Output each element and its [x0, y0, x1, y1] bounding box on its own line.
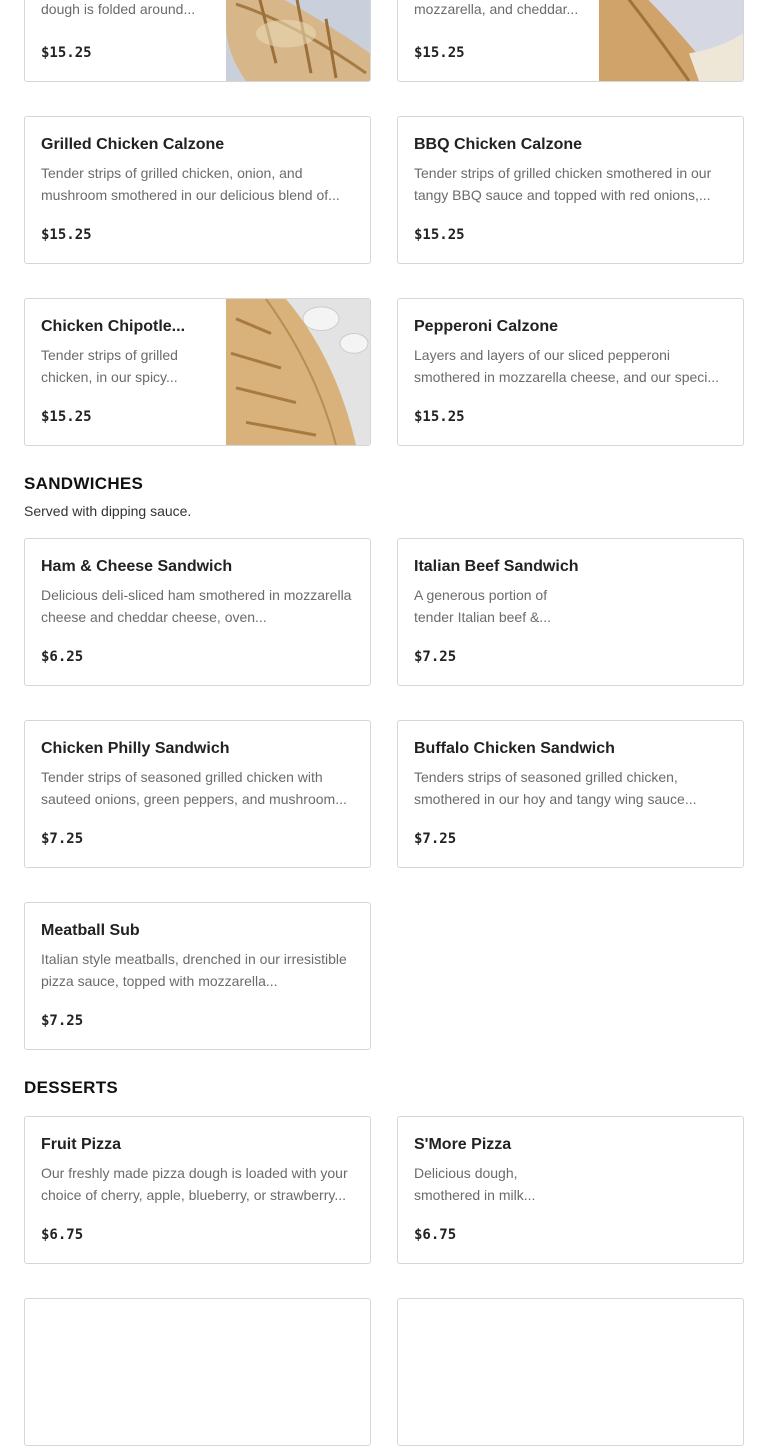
menu-item-card[interactable] [397, 298, 744, 446]
menu-item-price: $7.25 [41, 1013, 84, 1029]
menu-item-card[interactable] [24, 298, 371, 446]
menu-item-description: A generous portion of tender Italian beef &... [414, 587, 551, 625]
menu-item-price: $15.25 [41, 45, 92, 61]
menu-item-price: $6.75 [41, 1227, 84, 1243]
menu-item-name: Buffalo Chicken Sandwich [414, 740, 615, 757]
menu-item-card[interactable] [24, 902, 371, 1050]
menu-item-card[interactable] [24, 0, 371, 82]
menu-item-photo [599, 0, 743, 81]
menu-item-card[interactable] [397, 538, 744, 686]
menu-item-card[interactable] [397, 0, 744, 82]
menu-item-name: Ham & Cheese Sandwich [41, 558, 233, 575]
menu-item-description: dough is folded around... [41, 1, 196, 17]
menu-item-card[interactable] [397, 116, 744, 264]
menu-item-name: Chicken Chipotle... [41, 318, 186, 335]
menu-item-description: Tender strips of grilled chicken, onion, and mushroom smothered in our delicious blend of... [41, 165, 340, 203]
menu-item-card[interactable] [24, 720, 371, 868]
menu-item-description: Delicious deli-sliced ham smothered in mozzarella cheese and cheddar cheese, oven... [41, 587, 352, 625]
menu-item-description: Our freshly made pizza dough is loaded with your choice of cherry, apple, blueberry, or strawberry... [41, 1165, 348, 1203]
menu-item-card[interactable] [397, 1298, 744, 1446]
menu-item-price: $15.25 [414, 45, 465, 61]
menu-item-price: $15.25 [41, 227, 92, 243]
menu-item-photo [226, 0, 370, 81]
menu-item-price: $15.25 [41, 409, 92, 425]
menu-item-name: Italian Beef Sandwich [414, 558, 579, 575]
menu-item-price: $15.25 [414, 227, 465, 243]
menu-item-description: Tender strips of seasoned grilled chicken with sauteed onions, green peppers, and mushroom... [41, 769, 347, 807]
menu-item-description: Tender strips of grilled chicken, in our spicy... [41, 347, 178, 385]
menu-item-price: $15.25 [414, 409, 465, 425]
menu-item-description: Tender strips of grilled chicken smothered in our tangy BBQ sauce and topped with red onions,... [414, 165, 712, 203]
menu-item-name: Meatball Sub [41, 922, 140, 939]
menu-item-card[interactable] [24, 1298, 371, 1446]
menu-item-price: $6.75 [414, 1227, 457, 1243]
menu-item-price: $7.25 [414, 831, 457, 847]
menu-item-card[interactable] [24, 1116, 371, 1264]
menu-item-card[interactable] [24, 116, 371, 264]
section-title-sandwiches: SANDWICHES [24, 474, 144, 493]
menu-item-name: Fruit Pizza [41, 1136, 122, 1153]
menu-item-description: Italian style meatballs, drenched in our irresistible pizza sauce, topped with mozzarella... [41, 951, 347, 989]
menu-item-description: mozzarella, and cheddar... [414, 1, 579, 17]
menu-item-name: S'More Pizza [414, 1136, 512, 1153]
menu-item-description: Layers and layers of our sliced pepperoni smothered in mozzarella cheese, and our speci... [414, 347, 720, 385]
menu-item-name: Pepperoni Calzone [414, 318, 559, 335]
menu-item-card[interactable] [397, 1116, 744, 1264]
section-subtitle-sandwiches: Served with dipping sauce. [24, 503, 192, 519]
menu-item-description: Delicious dough, smothered in milk... [414, 1165, 536, 1203]
menu-item-price: $6.25 [41, 649, 84, 665]
menu-item-name: BBQ Chicken Calzone [414, 136, 583, 153]
menu-item-name: Chicken Philly Sandwich [41, 740, 230, 757]
menu-item-description: Tenders strips of seasoned grilled chicken, smothered in our hoy and tangy wing sauce... [414, 769, 697, 807]
menu-item-name: Grilled Chicken Calzone [41, 136, 225, 153]
menu-item-card[interactable] [24, 538, 371, 686]
menu-item-price: $7.25 [41, 831, 84, 847]
menu-item-price: $7.25 [414, 649, 457, 665]
section-title-desserts: DESSERTS [24, 1078, 119, 1097]
menu-item-photo [226, 299, 370, 445]
menu-item-card[interactable] [397, 720, 744, 868]
